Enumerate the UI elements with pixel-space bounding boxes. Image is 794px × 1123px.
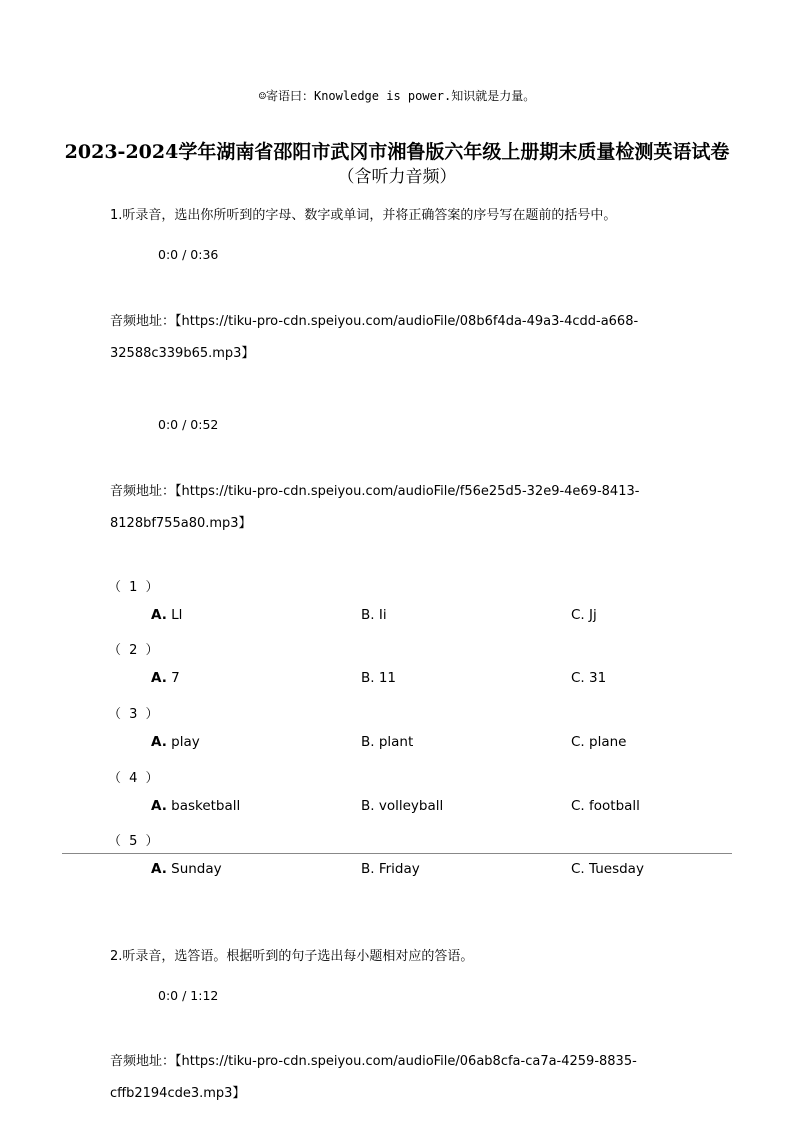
option-b: B. Ii [361, 607, 387, 623]
audio-player-time[interactable]: 0:0 / 1:12 [158, 988, 219, 1003]
option-c: C. Jj [571, 607, 597, 623]
audio-address-line: 32588c339b65.mp3】 [110, 346, 255, 361]
item-number: （ 2 ） [108, 643, 161, 658]
page-subtitle: （含听力音频） [337, 167, 457, 187]
option-a: A. basketball [151, 798, 241, 814]
item-number: （ 3 ） [108, 707, 161, 722]
audio-address-line: 音频地址：【https://tiku-pro-cdn.speiyou.com/audioFile/08b6f4da-49a3-4cdd-a668- [110, 314, 639, 329]
audio-address-line: cffb2194cde3.mp3】 [110, 1086, 246, 1101]
page-divider [62, 853, 732, 854]
item-number: （ 5 ） [108, 834, 161, 849]
motto-line: ☺寄语曰：Knowledge is power.知识就是力量。 [258, 89, 536, 103]
page-title: 2023-2024学年湖南省邵阳市武冈市湘鲁版六年级上册期末质量检测英语试卷 [64, 141, 730, 163]
option-c: C. Tuesday [571, 861, 644, 877]
audio-address-line: 音频地址：【https://tiku-pro-cdn.speiyou.com/audioFile/f56e25d5-32e9-4e69-8413- [110, 484, 640, 499]
option-a: A. play [151, 734, 200, 750]
question-2-instruction: 2.听录音，选答语。根据听到的句子选出每小题相对应的答语。 [110, 949, 474, 964]
option-c: C. plane [571, 734, 627, 750]
option-b: B. 11 [361, 670, 397, 686]
audio-player-time[interactable]: 0:0 / 0:36 [158, 247, 219, 262]
audio-address-line: 8128bf755a80.mp3】 [110, 516, 252, 531]
item-number: （ 1 ） [108, 580, 161, 595]
option-b: B. volleyball [361, 798, 444, 814]
audio-player-time[interactable]: 0:0 / 0:52 [158, 417, 219, 432]
option-b: B. Friday [361, 861, 420, 877]
option-c: C. 31 [571, 670, 607, 686]
question-1-instruction: 1.听录音，选出你所听到的字母、数字或单词，并将正确答案的序号写在题前的括号中。 [110, 208, 617, 223]
option-a: A. Ll [151, 607, 183, 623]
audio-address-line: 音频地址：【https://tiku-pro-cdn.speiyou.com/audioFile/06ab8cfa-ca7a-4259-8835- [110, 1054, 637, 1069]
option-b: B. plant [361, 734, 414, 750]
option-a: A. 7 [151, 670, 180, 686]
option-a: A. Sunday [151, 861, 222, 877]
option-c: C. football [571, 798, 640, 814]
item-number: （ 4 ） [108, 771, 161, 786]
